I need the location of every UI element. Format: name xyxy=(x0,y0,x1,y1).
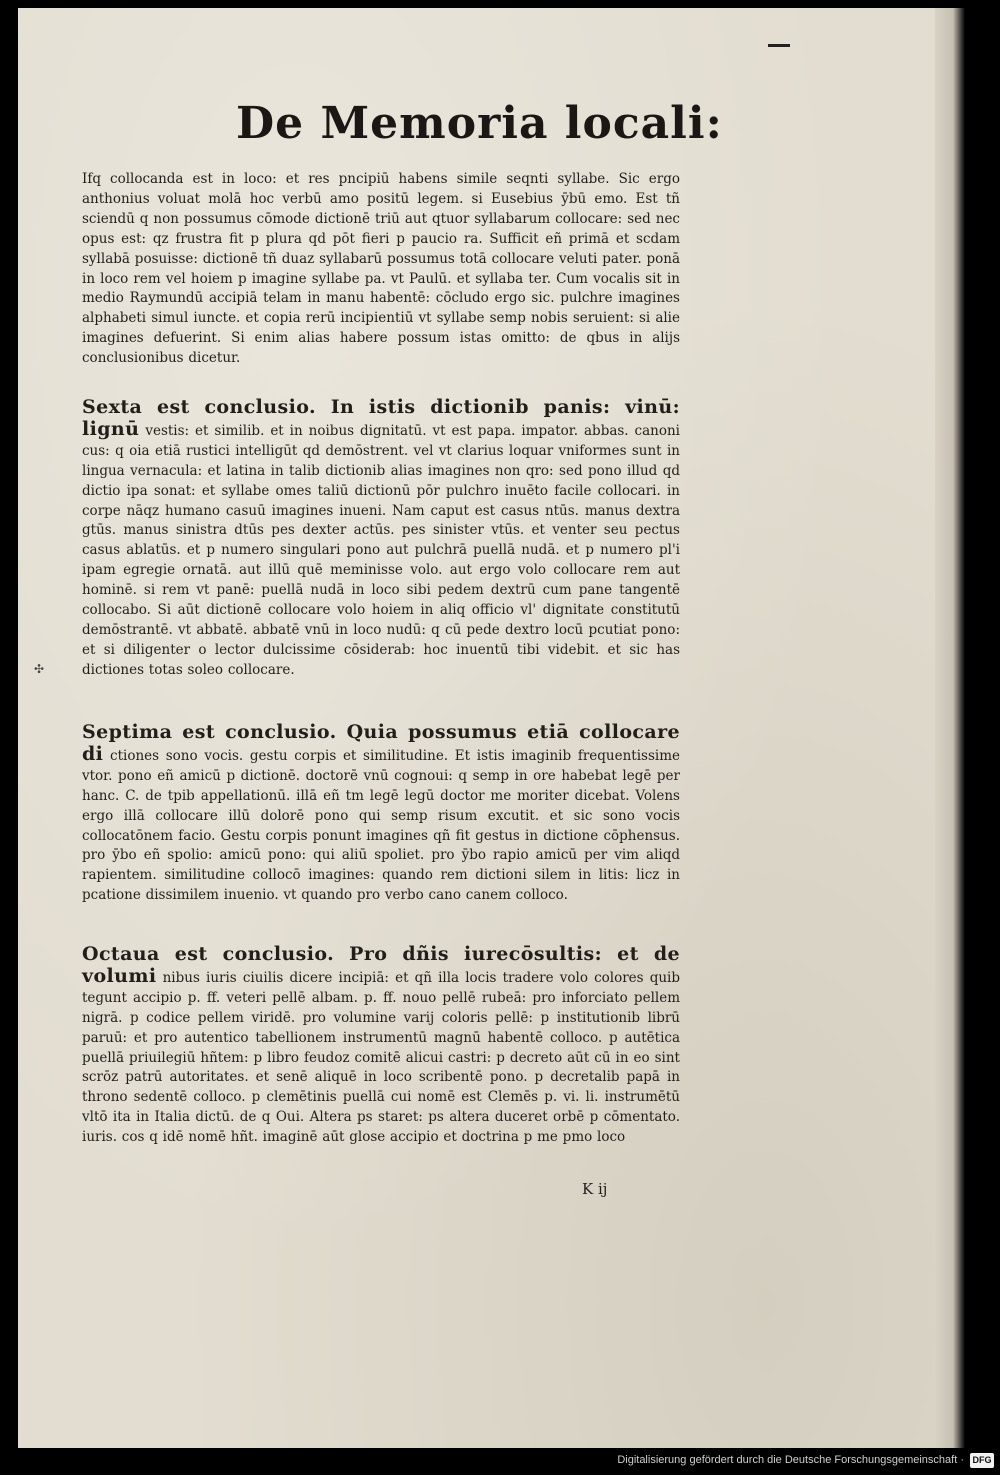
page-heading: De Memoria locali: xyxy=(236,98,723,149)
page-edge xyxy=(935,8,965,1448)
footer-credit: Digitalisierung gefördert durch die Deutsche Forschungsgemeinschaft · xyxy=(617,1454,964,1466)
paragraph-2 xyxy=(82,398,680,681)
paragraph-2-incipit: Sexta est conclusio. In istis dictionib panis: vinū: lignū xyxy=(82,396,680,440)
paragraph-4 xyxy=(82,945,680,1148)
paragraph-3-body: ctiones sono vocis. gestu corpis et similitudine. Et istis imaginib frequentissime vtor. pono eñ amicū p dictionē. doctorē vnū cognoui: q semp in ore habebat legē per hanc. C. de tpib appellationū. illā eñ tm legē legū doctor me moriter dicebat. Volens ergo illā collocare illū dolorē pono qui semp risum excutit. et sic sono vocis collocatōnem facio. Gestu corpis ponunt imagines qñ fit gestus in dictione cōphensus. pro ȳbo eñ spolio: amicū pono: qui aliū spoliet. pro ȳbo rapio amicū per vim aliqd rapientem. similitudine collocō imagines: quando rem dictioni silem in litis: licz in pcatione dissimilem inuenio. vt quando pro verbo cano canem colloco. xyxy=(82,747,680,904)
footer-bar xyxy=(0,1448,1000,1475)
paragraph-2-body: vestis: et similib. et in noibus dignitatū. vt est papa. impator. abbas. canoni cus: q oia etiā rustici intelligūt qd demōstrent. vel vt clarius loquar vniformes sunt in lingua vernacula: et latina in talib dictionib alias imagines non qro: sed pono illud qd dictio ipa sonat: et syllabe omes taliū dictionū pōr pulchro inuēto facile collocari. in corpe nāqz humano casuū imagines inueni. Nam caput est casus ntūs. manus dextra gtūs. manus sinistra dtūs pes dexter actūs. pes sinister vtūs. et venter seu pectus casus ablatūs. et p numero singulari pono aut pulchrā puellā nudā. et p numero pl'i ipam egregie ornatā. aut illū quē meminisse volo. aut ergo volo collocare rem aut hominē. si rem vt panē: puellā nudā in loco sibi pedem dextrū cum pane tangentē collocabo. Si aūt dictionē collocare volo hoiem in aliq officio vl' dignitate constitutū demōstrantē. vt abbatē. abbatē vnū in loco nudū: q cū pede dextro locū pcutiat pono: et si diligenter o lector dulcissime cōsiderab: hoc inuentū tibi videbit. et sic has dictiones totas soleo collocare. xyxy=(82,422,681,678)
paragraph-4-incipit: Octaua est conclusio. Pro dñis iurecōsultis: et de volumi xyxy=(82,943,680,987)
paragraph-3-incipit: Septima est conclusio. Quia possumus etiā collocare di xyxy=(82,721,680,765)
paragraph-3 xyxy=(82,723,680,906)
margin-mark-icon: ✣ xyxy=(34,662,45,676)
edge-mark xyxy=(768,44,790,47)
signature-mark: K ij xyxy=(582,1180,608,1198)
paragraph-1 xyxy=(82,168,680,369)
paragraph-1-body: Ifq collocanda est in loco: et res pncipiū habens simile seqnti syllabe. Sic ergo anthonius voluat molā hoc verbū amo positū legem. si Eusebius ȳbū emo. Est tñ sciendū q non possumus cōmode dictionē triū aut qtuor syllabarum collocare: sed nec opus est: qz frustra fit p plura qd pōt fieri p paucio ra. Sufficit eñ primā et scdam syllabā posuisse: dictionē tñ duaz syllabarū possumus totā collocare veluti pater. ponā in loco rem vel hoiem p imagine syllabe pa. vt Paulū. et syllaba ter. Cum vocalis sit in medio Raymundū accipiā telam in manu habentē: cōcludo ergo sic. pulchre imagines alphabeti simul iuncte. et copia rerū incipientiū vt syllabe semp nobis seruient: si alie imagines defuerint. Si enim alias habere possum istas omitto: de qbus in alijs conclusionibus dicetur. xyxy=(82,171,680,367)
paragraph-4-body: nibus iuris ciuilis dicere incipiā: et qñ illa locis tradere volo colores quib tegunt accipio p. ff. veteri pellē albam. p. ff. nouo pellē rubeā: pro inforciato pellem nigrā. p codice pellem viridē. pro volumine varij coloris pellē: p institutionib librū paruū: et pro autentico tabellionem instrumentū magnū habentē colloco. p autētica puellā priuilegiū hñtem: p libro feudoz comitē alicui castri: p decreto aūt cū in eo sint scrōz patrū autoritates. et senē aliquē in loco scribentē pono. p decretalib papā in throno sedentē colloco. p clemētinis puellā cui nomē est Clemēs p. vi. li. instrumētū vltō ita in Italia dictū. de q Oui. Altera ps staret: ps altera duceret orbē p cōmentato. iuris. cos q idē nomē hñt. imaginē aūt glose accipio et doctrina p me pmo loco xyxy=(82,969,681,1146)
dfg-logo-icon: DFG xyxy=(970,1453,994,1468)
